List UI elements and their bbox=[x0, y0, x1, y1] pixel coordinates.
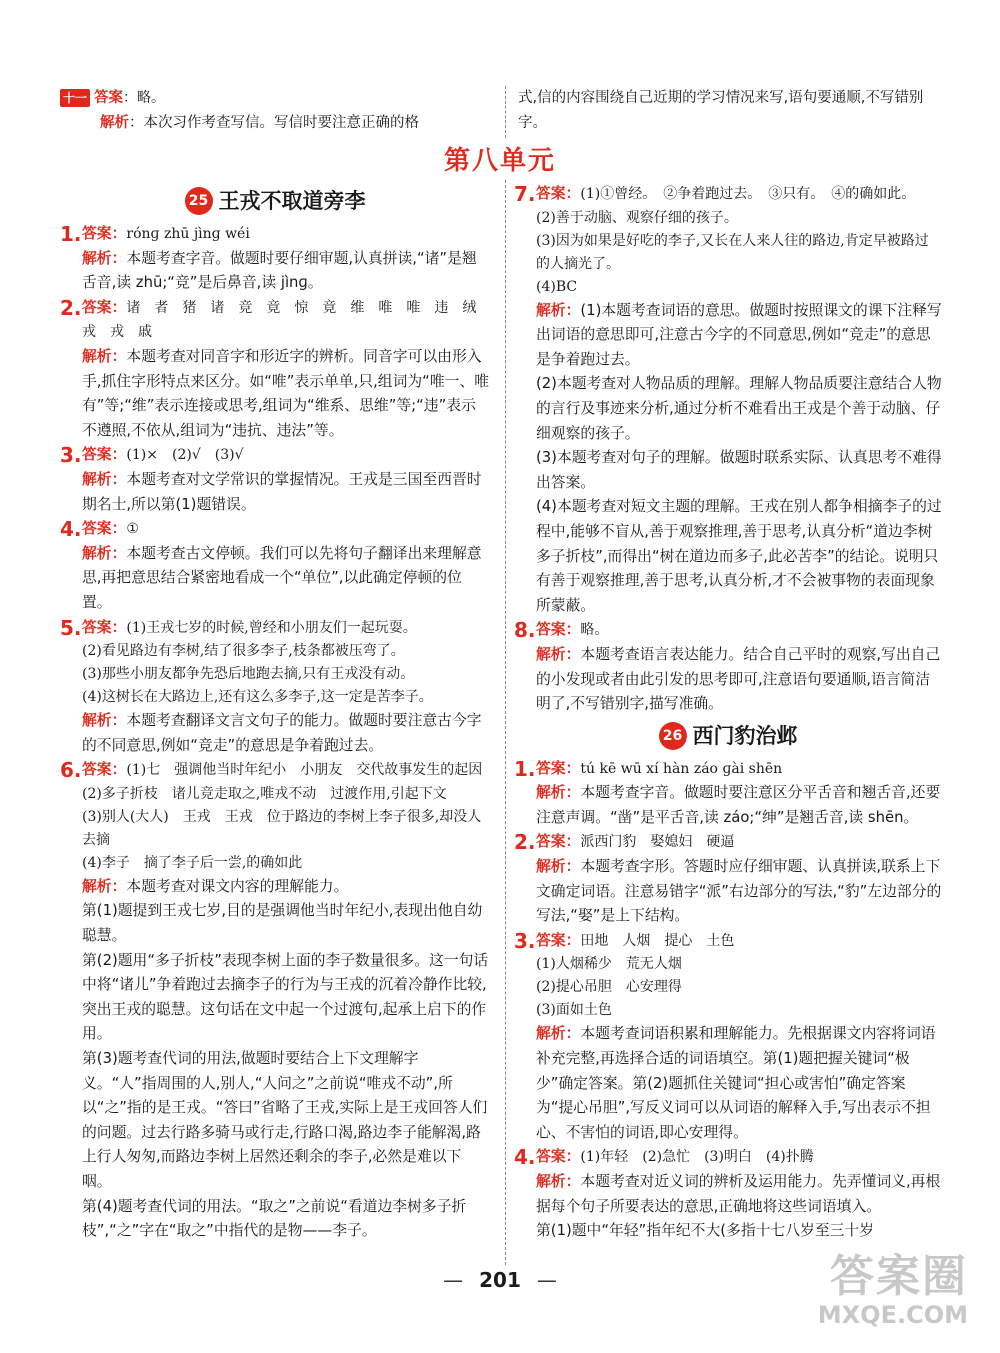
lesson-title-25 bbox=[60, 184, 490, 216]
explain-label: 解析 bbox=[536, 1025, 566, 1043]
question-item bbox=[514, 830, 942, 928]
explain-text: 本题考查对同音字和形近字的辨析。同音字可以由形入手,抓住字形特点来区分。如“唯”表示单单,只,组词为“唯一、唯有”等;“维”表示连接或思考,组词为“维系、思维”等;“违”表示不遵照,不依从,组词为“违抗、违法”等。 bbox=[82, 347, 490, 439]
answer-label: 答案 bbox=[82, 618, 112, 636]
question-number: 6. bbox=[60, 758, 82, 783]
explain-line bbox=[82, 468, 490, 517]
answer-label: 答案 bbox=[536, 621, 566, 639]
left-items bbox=[60, 222, 490, 1244]
question-number: 3. bbox=[60, 443, 82, 468]
answer-label: 答案 bbox=[536, 185, 566, 202]
answer-line bbox=[536, 830, 942, 855]
answer-text: 派西门豹 娶媳妇 硬逼 bbox=[580, 834, 735, 851]
page-dash-left: — bbox=[443, 1268, 464, 1292]
answer-colon: ： bbox=[565, 185, 581, 202]
answer-label: 答案 bbox=[536, 759, 566, 777]
question-number: 5. bbox=[60, 615, 82, 640]
question-number: 2. bbox=[514, 830, 536, 855]
explain-text: 本题考查语言表达能力。结合自己平时的观察,写出自己的小发现或者由此引发的思考即可,注意语句要通顺,语言简洁明了,不写错别字,描写准确。 bbox=[536, 645, 941, 713]
explain-paragraph: (3)本题考查对句子的理解。做题时联系实际、认真思考不难得出答案。 bbox=[536, 449, 942, 491]
page-dash-right: — bbox=[536, 1268, 557, 1292]
explain-text: ：本次习作考查写信。写信时要注意正确的格 bbox=[129, 115, 419, 131]
explain-line bbox=[536, 781, 942, 830]
question-item bbox=[514, 929, 942, 1146]
explain-colon: ： bbox=[565, 645, 581, 663]
explain-label: 解析 bbox=[100, 115, 129, 131]
answer-colon: ： bbox=[565, 833, 581, 851]
answer-label: 答案 bbox=[536, 833, 566, 851]
question-number: 4. bbox=[60, 517, 82, 542]
explain-text: 本题考查古文停顿。我们可以先将句子翻译出来理解意思,再把意思结合紧密地看成一个“单位”,以此确定停顿的位置。 bbox=[82, 544, 482, 611]
item-11-badge: 十一 bbox=[60, 89, 90, 107]
explain-line bbox=[536, 855, 942, 929]
explain-continued: 式,信的内容围绕自己近期的学习情况来写,语句要通顺,不写错别字。 bbox=[518, 90, 924, 131]
answer-label: 答案 bbox=[82, 298, 112, 316]
answer-text: (1)× (2)√ (3)√ bbox=[126, 447, 244, 464]
item-11 bbox=[60, 86, 492, 136]
answer-subline: (3)面如土色 bbox=[536, 1002, 612, 1019]
answer-colon: ： bbox=[111, 520, 127, 538]
question-item bbox=[60, 222, 490, 296]
explain-paragraph: 第(3)题考查代词的用法,做题时要结合上下文理解字义。“人”指周围的人,别人,“人问之”之前说“唯戎不动”,所以“之”指的是王戎。“答曰”省略了王戎,实际上是王戎回答人们的问题。过去行路多骑马或行走,行路口渴,路边李子能解渴,路上行人匆匆,而路边李树上居然还剩余的李子,必然是难以下咽。 bbox=[82, 1050, 488, 1190]
right-items-bottom bbox=[514, 757, 942, 1244]
question-item bbox=[60, 758, 490, 1244]
page-number-value: 201 bbox=[479, 1268, 521, 1292]
answer-line bbox=[82, 222, 490, 247]
right-column bbox=[514, 182, 942, 1244]
answer-subline: (4)李子 摘了李子后一尝,的确如此 bbox=[82, 854, 303, 871]
explain-label: 解析 bbox=[82, 712, 112, 730]
watermark-text: 答案圈 bbox=[830, 1251, 968, 1302]
top-continuation bbox=[60, 86, 940, 136]
answer-text: 略。 bbox=[580, 622, 609, 639]
answer-label: 答案 bbox=[82, 520, 112, 538]
answer-colon: ： bbox=[565, 931, 581, 949]
question-item bbox=[60, 443, 490, 517]
answer-text: tú kē wū xí hàn záo ɡài shēn bbox=[580, 760, 783, 777]
explain-paragraph: 第(2)题用“多子折枝”表现李树上面的李子数量很多。这一句话中将“诸儿”争着跑过去摘李子的行为与王戎的沉着冷静作比较,突出王戎的聪慧。这句话在文中起一个过渡句,起承上启下的作用。 bbox=[82, 951, 489, 1043]
explain-label: 解析 bbox=[536, 1173, 566, 1190]
explain-colon: ： bbox=[111, 877, 127, 895]
answer-subline: (2)多子折枝 诸儿竞走取之,唯戎不动 过渡作用,引起下文 bbox=[82, 785, 447, 802]
answer-label: 答案 bbox=[82, 225, 112, 242]
question-number: 1. bbox=[514, 756, 536, 781]
lesson-title-26 bbox=[514, 719, 942, 751]
explain-line bbox=[536, 1022, 942, 1145]
question-item bbox=[514, 618, 942, 716]
answer-label: 答案 bbox=[94, 90, 124, 106]
answer-subline: (2)善于动脑、观察仔细的孩子。 bbox=[536, 209, 738, 226]
answer-label: 答案 bbox=[82, 446, 112, 464]
answer-subline: (4)BC bbox=[536, 278, 578, 295]
answer-line bbox=[536, 757, 942, 782]
column-divider bbox=[505, 180, 506, 1265]
right-items-top bbox=[514, 182, 942, 717]
unit-title: 第八单元 bbox=[443, 146, 556, 176]
answer-subline: (3)别人(大人) 王戎 王戎 位于路边的李树上李子很多,却没人去摘 bbox=[82, 808, 482, 848]
answer-subline: (2)看见路边有李树,结了很多李子,枝条都被压弯了。 bbox=[82, 643, 405, 660]
answer-text: rónɡ zhū jìnɡ wéi bbox=[126, 226, 250, 242]
explain-text: 本题考查翻译文言文句子的能力。做题时要注意古今字的不同意思,例如“竞走”的意思是争着跑过去。 bbox=[82, 712, 482, 754]
answer-text: 田地 人烟 提心 土色 bbox=[580, 932, 735, 949]
answer-text: (1)七 强调他当时年纪小 小朋友 交代故事发生的起因 bbox=[126, 762, 483, 779]
explain-text: 本题考查字音。做题时要注意区分平舌音和翘舌音,还要注意声调。“凿”是平舌音,读 záo;“绅”是翘舌音,读 shēn。 bbox=[536, 784, 941, 826]
answer-text: 诸 者 猪 诸 竞 竟 惊 竟 维 唯 唯 违 绒 戎 戎 戚 bbox=[82, 299, 491, 341]
question-number: 8. bbox=[514, 618, 536, 643]
explain-colon: ： bbox=[565, 784, 581, 802]
explain-colon: ： bbox=[565, 1173, 581, 1190]
explain-line bbox=[82, 542, 490, 616]
lesson-number-badge: 25 bbox=[185, 187, 213, 215]
answer-label: 答案 bbox=[536, 931, 566, 949]
answer-line bbox=[536, 618, 942, 643]
answer-colon: ： bbox=[111, 618, 127, 636]
explain-paragraph: 第(1)题提到王戎七岁,目的是强调他当时年纪小,表现出他自幼聪慧。 bbox=[82, 902, 483, 945]
answer-line bbox=[82, 296, 490, 345]
explain-text: 本题考查字音。做题时要仔细审题,认真拼读,“诸”是翘舌音,读 zhū;“竞”是后鼻音,读 jìnɡ。 bbox=[82, 249, 477, 292]
explain-line bbox=[82, 709, 490, 758]
question-number: 4. bbox=[514, 1145, 536, 1170]
explain-paragraph: 第(4)题考查代词的用法。“取之”之前说“看道边李树多子折枝”,“之”字在“取之”中指代的是物——李子。 bbox=[82, 1197, 467, 1240]
answer-text: ① bbox=[126, 521, 139, 538]
answer-line bbox=[82, 517, 490, 542]
answer-line bbox=[536, 182, 942, 207]
answer-line bbox=[82, 443, 490, 468]
explain-label: 解析 bbox=[82, 470, 112, 488]
explain-colon: ： bbox=[111, 347, 127, 365]
answer-colon: ： bbox=[111, 298, 127, 316]
question-number: 3. bbox=[514, 928, 536, 953]
question-item bbox=[60, 296, 490, 444]
explain-label: 解析 bbox=[536, 784, 566, 802]
answer-colon: ： bbox=[565, 759, 581, 777]
answer-text: ：略。 bbox=[123, 90, 166, 106]
question-number: 7. bbox=[514, 182, 536, 206]
lesson-name: 王戎不取道旁李 bbox=[218, 189, 366, 213]
explain-text: (1)本题考查词语的意思。做题时按照课文的课下注释写出词语的意思即可,注意古今字的不同意思,例如“竞走”的意思是争着跑过去。 bbox=[536, 301, 942, 368]
answer-line bbox=[536, 929, 942, 954]
question-number: 1. bbox=[60, 222, 82, 246]
lesson-number-badge: 26 bbox=[659, 722, 687, 750]
explain-label: 解析 bbox=[536, 301, 566, 319]
answer-label: 答案 bbox=[536, 1148, 566, 1166]
question-item bbox=[514, 757, 942, 831]
explain-text: 本题考查对课文内容的理解能力。 bbox=[126, 877, 349, 895]
watermark-url: MXQE.COM bbox=[817, 1301, 968, 1329]
explain-label: 解析 bbox=[82, 877, 112, 895]
explain-colon: ： bbox=[565, 1025, 581, 1043]
explain-line bbox=[82, 247, 490, 296]
answer-colon: ： bbox=[565, 1148, 581, 1166]
answer-line bbox=[82, 758, 490, 783]
answer-text: (1)①曾经。 ②争着跑过去。 ③只有。 ④的确如此。 bbox=[580, 186, 916, 202]
question-item bbox=[514, 1145, 942, 1243]
item-11-continued bbox=[518, 86, 940, 136]
answer-subline: (3)那些小朋友都争先恐后地跑去摘,只有王戎没有动。 bbox=[82, 666, 415, 683]
explain-paragraph: 第(1)题中“年轻”指年纪不大(多指十七八岁至三十岁 bbox=[536, 1222, 875, 1240]
answer-subline: (2)提心吊胆 心安理得 bbox=[536, 979, 682, 996]
explain-paragraph: (4)本题考查对短文主题的理解。王戎在别人都争相摘李子的过程中,能够不盲从,善于观察推理,善于思考,认真分析“道边李树多子折枝”,而得出“树在道边而多子,此必苦李”的结论。说明只有善于观察推理,善于思考,认真分析,才不会被事物的表面现象所蒙蔽。 bbox=[536, 498, 942, 614]
answer-text: (1)年轻 (2)急忙 (3)明白 (4)扑腾 bbox=[580, 1149, 814, 1166]
answer-colon: ： bbox=[111, 225, 127, 242]
explain-text: 本题考查字形。答题时应仔细审题、认真拼读,联系上下文确定词语。注意易错字“派”右边部分的写法,“豹”左边部分的写法,“娶”是上下结构。 bbox=[536, 858, 942, 925]
explain-label: 解析 bbox=[82, 347, 112, 365]
question-number: 2. bbox=[60, 295, 82, 320]
answer-line bbox=[82, 616, 490, 641]
explain-colon: ： bbox=[111, 712, 127, 730]
explain-label: 解析 bbox=[536, 858, 566, 876]
explain-label: 解析 bbox=[82, 544, 112, 562]
answer-subline: (3)因为如果是好吃的李子,又长在人来人往的路边,肯定早被路过的人摘光了。 bbox=[536, 232, 929, 272]
answer-colon: ： bbox=[111, 446, 127, 464]
answer-colon: ： bbox=[111, 761, 127, 779]
explain-line bbox=[536, 1170, 942, 1219]
answer-colon: ： bbox=[565, 621, 581, 639]
answer-label: 答案 bbox=[82, 761, 112, 779]
explain-colon: ： bbox=[565, 858, 581, 876]
explain-line bbox=[536, 643, 942, 717]
explain-text: 本题考查对文学常识的掌握情况。王戎是三国至西晋时期名士,所以第(1)题错误。 bbox=[82, 470, 482, 513]
explain-colon: ： bbox=[111, 470, 127, 488]
answer-text: (1)王戎七岁的时候,曾经和小朋友们一起玩耍。 bbox=[126, 619, 417, 636]
explain-text: 本题考查词语积累和理解能力。先根据课文内容将词语补充完整,再选择合适的词语填空。第(1)题把握关键词“极少”确定答案。第(2)题抓住关键词“担心或害怕”确定答案为“提心吊胆”,写反义词可以从词语的解释入手,写出表示不担心、不害怕的词语,即心安理得。 bbox=[536, 1025, 936, 1141]
explain-paragraph: (2)本题考查对人物品质的理解。理解人物品质要注意结合人物的言行及事迹来分析,通过分析不难看出王戎是个善于动脑、仔细观察的孩子。 bbox=[536, 375, 942, 442]
explain-colon: ： bbox=[111, 249, 127, 267]
answer-subline: (4)这树长在大路边上,还有这么多李子,这一定是苦李子。 bbox=[82, 689, 433, 706]
question-item bbox=[60, 517, 490, 615]
watermark bbox=[778, 1253, 968, 1333]
explain-line bbox=[536, 299, 942, 373]
column-divider-top bbox=[505, 86, 506, 138]
explain-colon: ： bbox=[565, 301, 581, 319]
explain-label: 解析 bbox=[82, 249, 112, 267]
lesson-name: 西门豹治邺 bbox=[692, 723, 798, 748]
question-item bbox=[60, 616, 490, 759]
left-column bbox=[60, 182, 490, 1244]
explain-colon: ： bbox=[111, 544, 127, 562]
explain-line bbox=[82, 875, 490, 900]
question-item bbox=[514, 182, 942, 618]
answer-line bbox=[536, 1145, 942, 1170]
answer-subline: (1)人烟稀少 荒无人烟 bbox=[536, 956, 682, 973]
explain-label: 解析 bbox=[536, 645, 566, 663]
explain-line bbox=[82, 345, 490, 443]
explain-text: 本题考查对近义词的辨析及运用能力。先弄懂词义,再根据每个句子所要表达的意思,正确地将这些词语填入。 bbox=[536, 1173, 941, 1215]
